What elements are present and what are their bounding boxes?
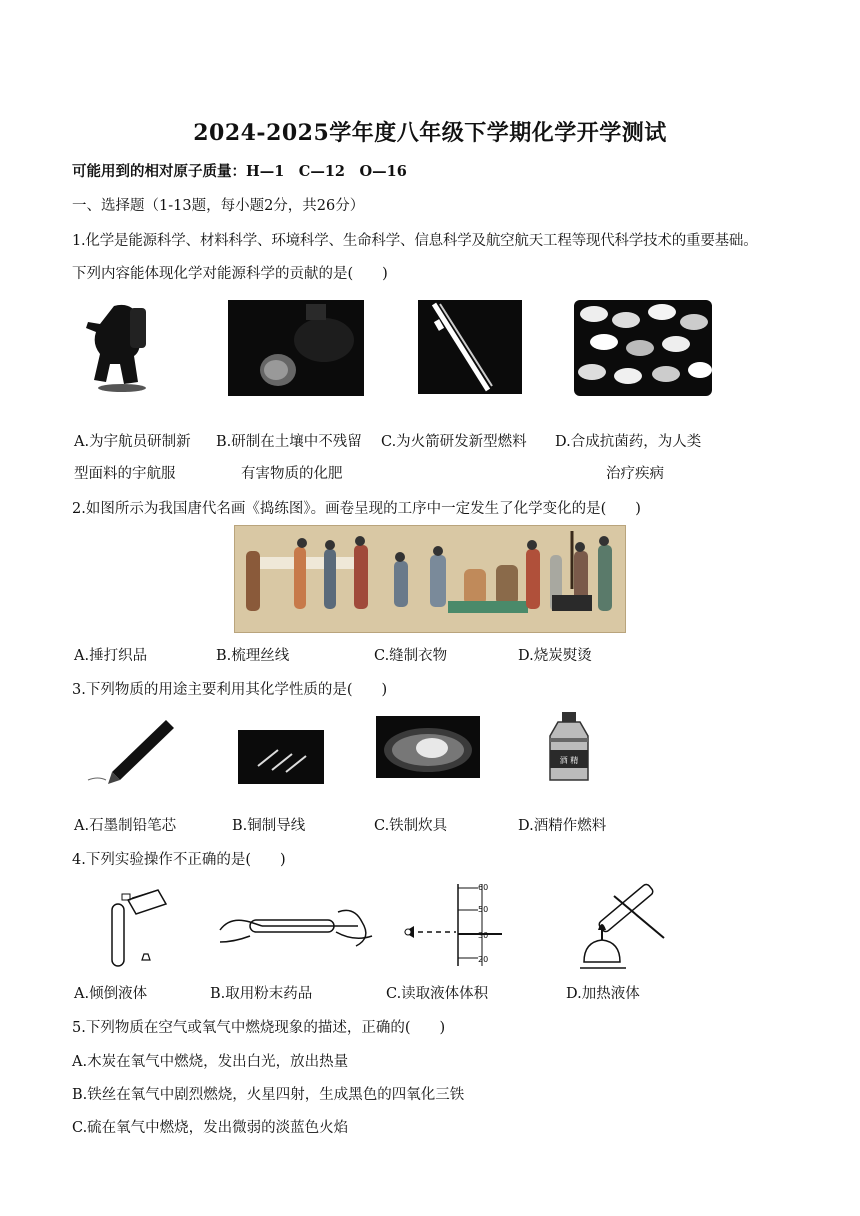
q2-option-b: B.梳理丝线	[216, 648, 290, 664]
alcohol-bottle-image	[540, 710, 598, 784]
q1-option-b: B.研制在土壤中不残留	[216, 434, 362, 450]
q1-stem-line2: 下列内容能体现化学对能源科学的贡献的是( )	[72, 266, 388, 282]
q5-option-a: A.木炭在氧气中燃烧，发出白光，放出热量	[72, 1054, 349, 1070]
q5-option-c: C.硫在氧气中燃烧，发出微弱的淡蓝色火焰	[72, 1120, 349, 1136]
cylinder-tick-20: 20	[478, 955, 489, 964]
rocket-launch-image	[418, 300, 522, 394]
q1-option-d: D.合成抗菌药，为人类	[555, 434, 702, 450]
q3-option-d: D.酒精作燃料	[518, 818, 607, 834]
powder-spatula-diagram	[218, 902, 374, 954]
iron-cookware-image	[376, 716, 480, 778]
cylinder-tick-50: 50	[478, 905, 489, 914]
page-title: 2024-2025学年度八年级下学期化学开学测试	[193, 120, 667, 146]
q1-option-a: A.为宇航员研制新	[74, 434, 191, 450]
q1-option-c: C.为火箭研发新型燃料	[381, 434, 527, 450]
atomic-mass-line: 可能用到的相对原子质量：H—1 C—12 O—16	[72, 163, 407, 180]
antibiotic-pills-image	[574, 300, 712, 396]
q3-option-c: C.铁制炊具	[374, 818, 448, 834]
q4-stem: 4.下列实验操作不正确的是( )	[72, 852, 286, 868]
bottle-label: 酒 精	[559, 756, 579, 765]
q2-stem: 2.如图所示为我国唐代名画《捣练图》。画卷呈现的工序中一定发生了化学变化的是( )	[72, 501, 641, 517]
q5-stem: 5.下列物质在空气或氧气中燃烧现象的描述，正确的( )	[72, 1020, 446, 1036]
q5-option-b: B.铁丝在氧气中剧烈燃烧，火星四射，生成黑色的四氧化三铁	[72, 1087, 465, 1103]
copper-wire-image	[238, 730, 324, 784]
q3-option-b: B.铜制导线	[232, 818, 306, 834]
heating-liquid-diagram	[574, 876, 670, 976]
q2-option-d: D.烧炭熨烫	[518, 648, 592, 664]
pouring-liquid-diagram	[104, 884, 176, 970]
q1-option-d-cont: 治疗疾病	[606, 466, 664, 482]
q4-option-d: D.加热液体	[566, 986, 640, 1002]
section-heading: 一、选择题（1-13题，每小题2分，共26分）	[72, 198, 365, 214]
reading-volume-diagram	[398, 880, 508, 970]
q2-option-a: A.捶打织品	[74, 648, 148, 664]
pencil-image	[86, 718, 176, 784]
q1-option-b-cont: 有害物质的化肥	[241, 466, 343, 482]
cylinder-tick-60: 60	[478, 883, 489, 892]
q1-option-a-cont: 型面料的宇航服	[74, 466, 176, 482]
cylinder-tick-30: 30	[478, 931, 489, 940]
q3-stem: 3.下列物质的用途主要利用其化学性质的是( )	[72, 682, 388, 698]
q4-option-a: A.倾倒液体	[74, 986, 148, 1002]
q4-option-b: B.取用粉末药品	[210, 986, 313, 1002]
q1-stem-line1: 1.化学是能源科学、材料科学、环境科学、生命科学、信息科学及航空航天工程等现代科学技术的重要基础。	[72, 233, 758, 249]
q4-option-c: C.读取液体体积	[386, 986, 489, 1002]
q2-option-c: C.缝制衣物	[374, 648, 448, 664]
dao-lian-tu-painting	[234, 525, 626, 633]
soil-fertilizer-image	[228, 300, 364, 396]
astronaut-image	[84, 300, 156, 394]
q3-option-a: A.石墨制铅笔芯	[74, 818, 177, 834]
